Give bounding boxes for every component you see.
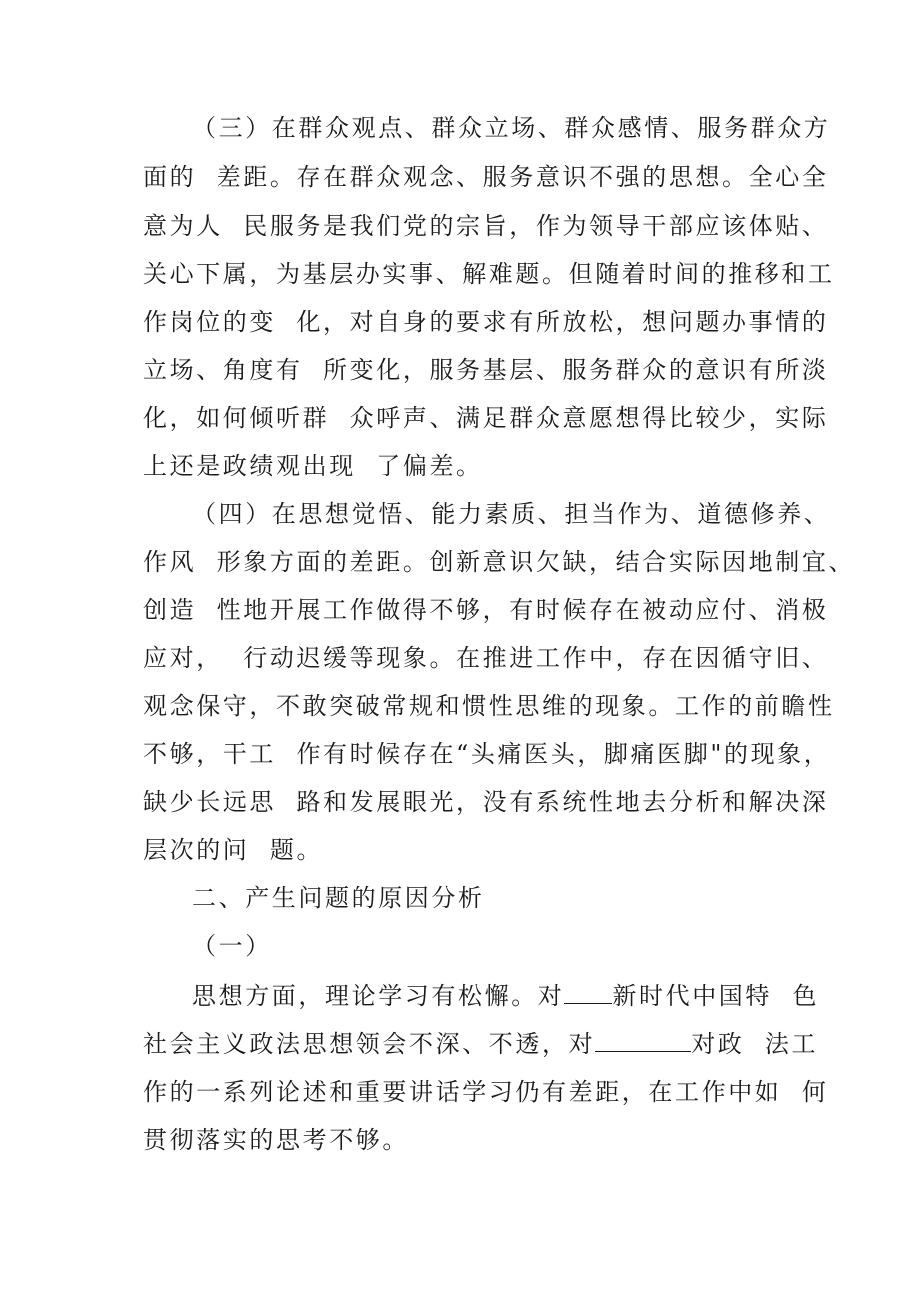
paragraph-3-line-8: 上还是政绩观出现 了偏差。 — [143, 452, 483, 480]
paragraph-4-line-7: 缺少长远思 路和发展眼光，没有系统性地去分析和解决深 — [143, 788, 829, 816]
paragraph-4-line-1: （四）在思想觉悟、能力素质、担当作为、道德修养、 — [192, 500, 831, 528]
paragraph-5-line-4: 贯彻落实的思考不够。 — [143, 1126, 409, 1154]
paragraph-5-line-1 — [192, 981, 819, 1011]
paragraph-3-line-5: 作岗位的变 化，对自身的要求有所放松，想问题办事情的 — [143, 308, 829, 336]
paragraph-5-line-3: 作的一系列论述和重要讲话学习仍有差距，在工作中如 何 — [143, 1078, 829, 1106]
paragraph-4-line-6: 不够，干工 作有时候存在“头痛医头，脚痛医脚"的现象， — [143, 740, 831, 768]
paragraph-3-line-2: 面的 差距。存在群众观念、服务意识不强的思想。全心全 — [143, 163, 829, 191]
paragraph-4-line-5: 观念保守，不敢突破常规和惯性思维的现象。工作的前瞻性 — [143, 692, 835, 720]
paragraph-3-line-1: （三）在群众观点、群众立场、群众感情、服务群众方 — [192, 114, 831, 142]
paragraph-5-line-1-text-a: 思想方面，理论学习有松懈。对 — [192, 982, 565, 1010]
paragraph-3-line-7: 化，如何倾听群 众呼声、满足群众意愿想得比较少，实际 — [143, 404, 829, 432]
paragraph-4-line-2: 作风 形象方面的差距。创新意识欠缺，结合实际因地制宜、 — [143, 548, 856, 576]
paragraph-5-line-2-text-a: 社会主义政法思想领会不深、不透，对 — [143, 1030, 596, 1058]
section-heading: 二、产生问题的原因分析 — [192, 884, 485, 912]
paragraph-4-line-8: 层次的问 题。 — [143, 836, 324, 864]
fill-in-blank — [595, 1031, 691, 1052]
paragraph-3-line-4: 关心下属，为基层办实事、解难题。但随着时间的推移和工 — [143, 260, 835, 288]
paragraph-4-line-3: 创造 性地开展工作做得不够，有时候存在被动应付、消极 — [143, 596, 829, 624]
paragraph-5-line-2-text-b: 对政 法工 — [691, 1030, 819, 1058]
paragraph-5-line-2 — [143, 1029, 818, 1059]
paragraph-4-line-4: 应对， 行动迟缓等现象。在推进工作中，存在因循守旧、 — [143, 644, 829, 672]
paragraph-5-line-1-text-b: 新时代中国特 色 — [612, 982, 820, 1010]
fill-in-blank — [564, 983, 612, 1004]
subsection-heading: （一） — [192, 932, 272, 960]
paragraph-3-line-6: 立场、角度有 所变化，服务基层、服务群众的意识有所淡 — [143, 356, 829, 384]
paragraph-3-line-3: 意为人 民服务是我们党的宗旨，作为领导干部应该体贴、 — [143, 212, 829, 240]
